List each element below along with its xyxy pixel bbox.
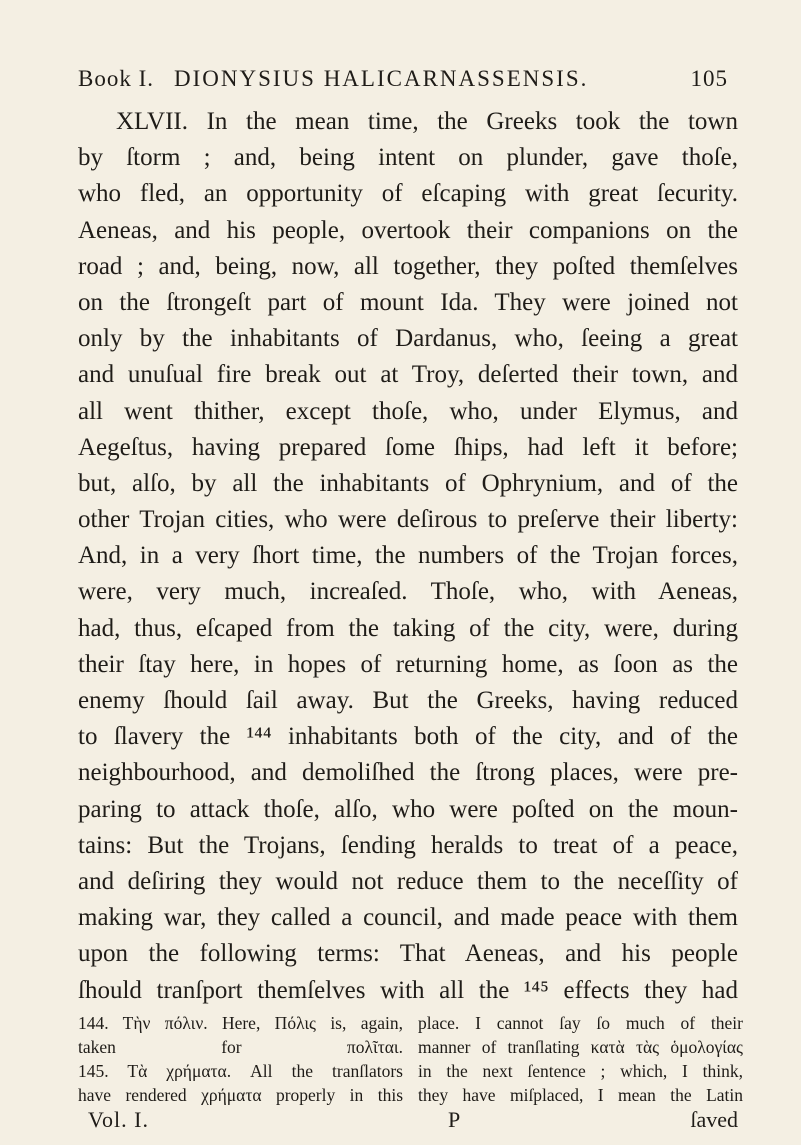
catchword: ſaved <box>690 1107 738 1132</box>
text-line: tains: But the Trojans, ſending heralds to treat of a peace, <box>78 831 738 859</box>
text-line: upon the following terms: That Aeneas, and his people <box>78 940 738 968</box>
text-line: other Trojan cities, who were deſirous to preſerve their liberty: <box>78 506 738 534</box>
text-line: who fled, an opportunity of eſcaping with great ſecurity. <box>78 180 738 208</box>
footnote-line: have rendered χρήματα properly in this <box>78 1085 403 1105</box>
page-footer <box>78 1107 738 1135</box>
signature-mark: P <box>448 1107 461 1132</box>
footnote-line: place. I cannot ſay ſo much of their <box>418 1013 743 1033</box>
volume-label: Vol. I. <box>88 1107 149 1132</box>
text-line: all went thither, except thoſe, who, under Elymus, and <box>78 397 738 425</box>
text-line: and unuſual fire break out at Troy, deſerted their town, and <box>78 361 738 389</box>
header-title: DIONYSIUS HALICARNASSENSIS. <box>174 66 589 91</box>
footnote-line: in the next ſentence ; which, I think, <box>418 1061 743 1081</box>
text-line: road ; and, being, now, all together, they poſted themſelves <box>78 252 738 280</box>
footnote-line: taken for πολῖται. <box>78 1037 403 1057</box>
text-line: ſhould tranſport themſelves with all the ¹⁴⁵ effects they had <box>78 976 738 1004</box>
text-line: making war, they called a council, and made peace with them <box>78 904 738 932</box>
text-line: only by the inhabitants of Dardanus, who, ſeeing a great <box>78 325 738 353</box>
footnote-line: manner of tranſlating κατὰ τὰς ὁμολογίας <box>418 1037 743 1057</box>
text-line: their ſtay here, in hopes of returning home, as ſoon as the <box>78 650 738 678</box>
footnote-line: 145. Τὰ χρήματα. All the tranſlators <box>78 1061 403 1081</box>
footnotes-left-column <box>78 1011 403 1107</box>
text-line: Aeneas, and his people, overtook their companions on the <box>78 216 738 244</box>
footnotes-right-column <box>418 1011 743 1107</box>
text-line: were, very much, increaſed. Thoſe, who, with Aeneas, <box>78 578 738 606</box>
text-line: on the ſtrongeſt part of mount Ida. They were joined not <box>78 288 738 316</box>
text-line: neighbourhood, and demoliſhed the ſtrong places, were pre- <box>78 759 738 787</box>
text-line: paring to attack thoſe, alſo, who were poſted on the moun- <box>78 795 738 823</box>
text-line: and deſiring they would not reduce them to the neceſſity of <box>78 867 738 895</box>
running-header <box>78 66 728 102</box>
header-book: Book I. <box>78 66 154 91</box>
main-text <box>78 104 738 1009</box>
text-line: And, in a very ſhort time, the numbers of the Trojan forces, <box>78 542 738 570</box>
text-line: had, thus, eſcaped from the taking of the city, were, during <box>78 614 738 642</box>
footnote-line: they have miſplaced, I mean the Latin <box>418 1085 743 1105</box>
text-line: XLVII. In the mean time, the Greeks took the town <box>116 108 738 135</box>
page-number: 105 <box>690 66 728 91</box>
text-line: Aegeſtus, having prepared ſome ſhips, had left it before; <box>78 433 738 461</box>
text-line: but, alſo, by all the inhabitants of Ophrynium, and of the <box>78 469 738 497</box>
text-line: enemy ſhould ſail away. But the Greeks, having reduced <box>78 687 738 714</box>
text-line: to ſlavery the ¹⁴⁴ inhabitants both of the city, and of the <box>78 723 738 751</box>
footnote-line: 144. Τὴν πόλιν. Here, Πόλις is, again, <box>78 1013 403 1033</box>
text-line: by ſtorm ; and, being intent on plunder, gave thoſe, <box>78 144 738 172</box>
